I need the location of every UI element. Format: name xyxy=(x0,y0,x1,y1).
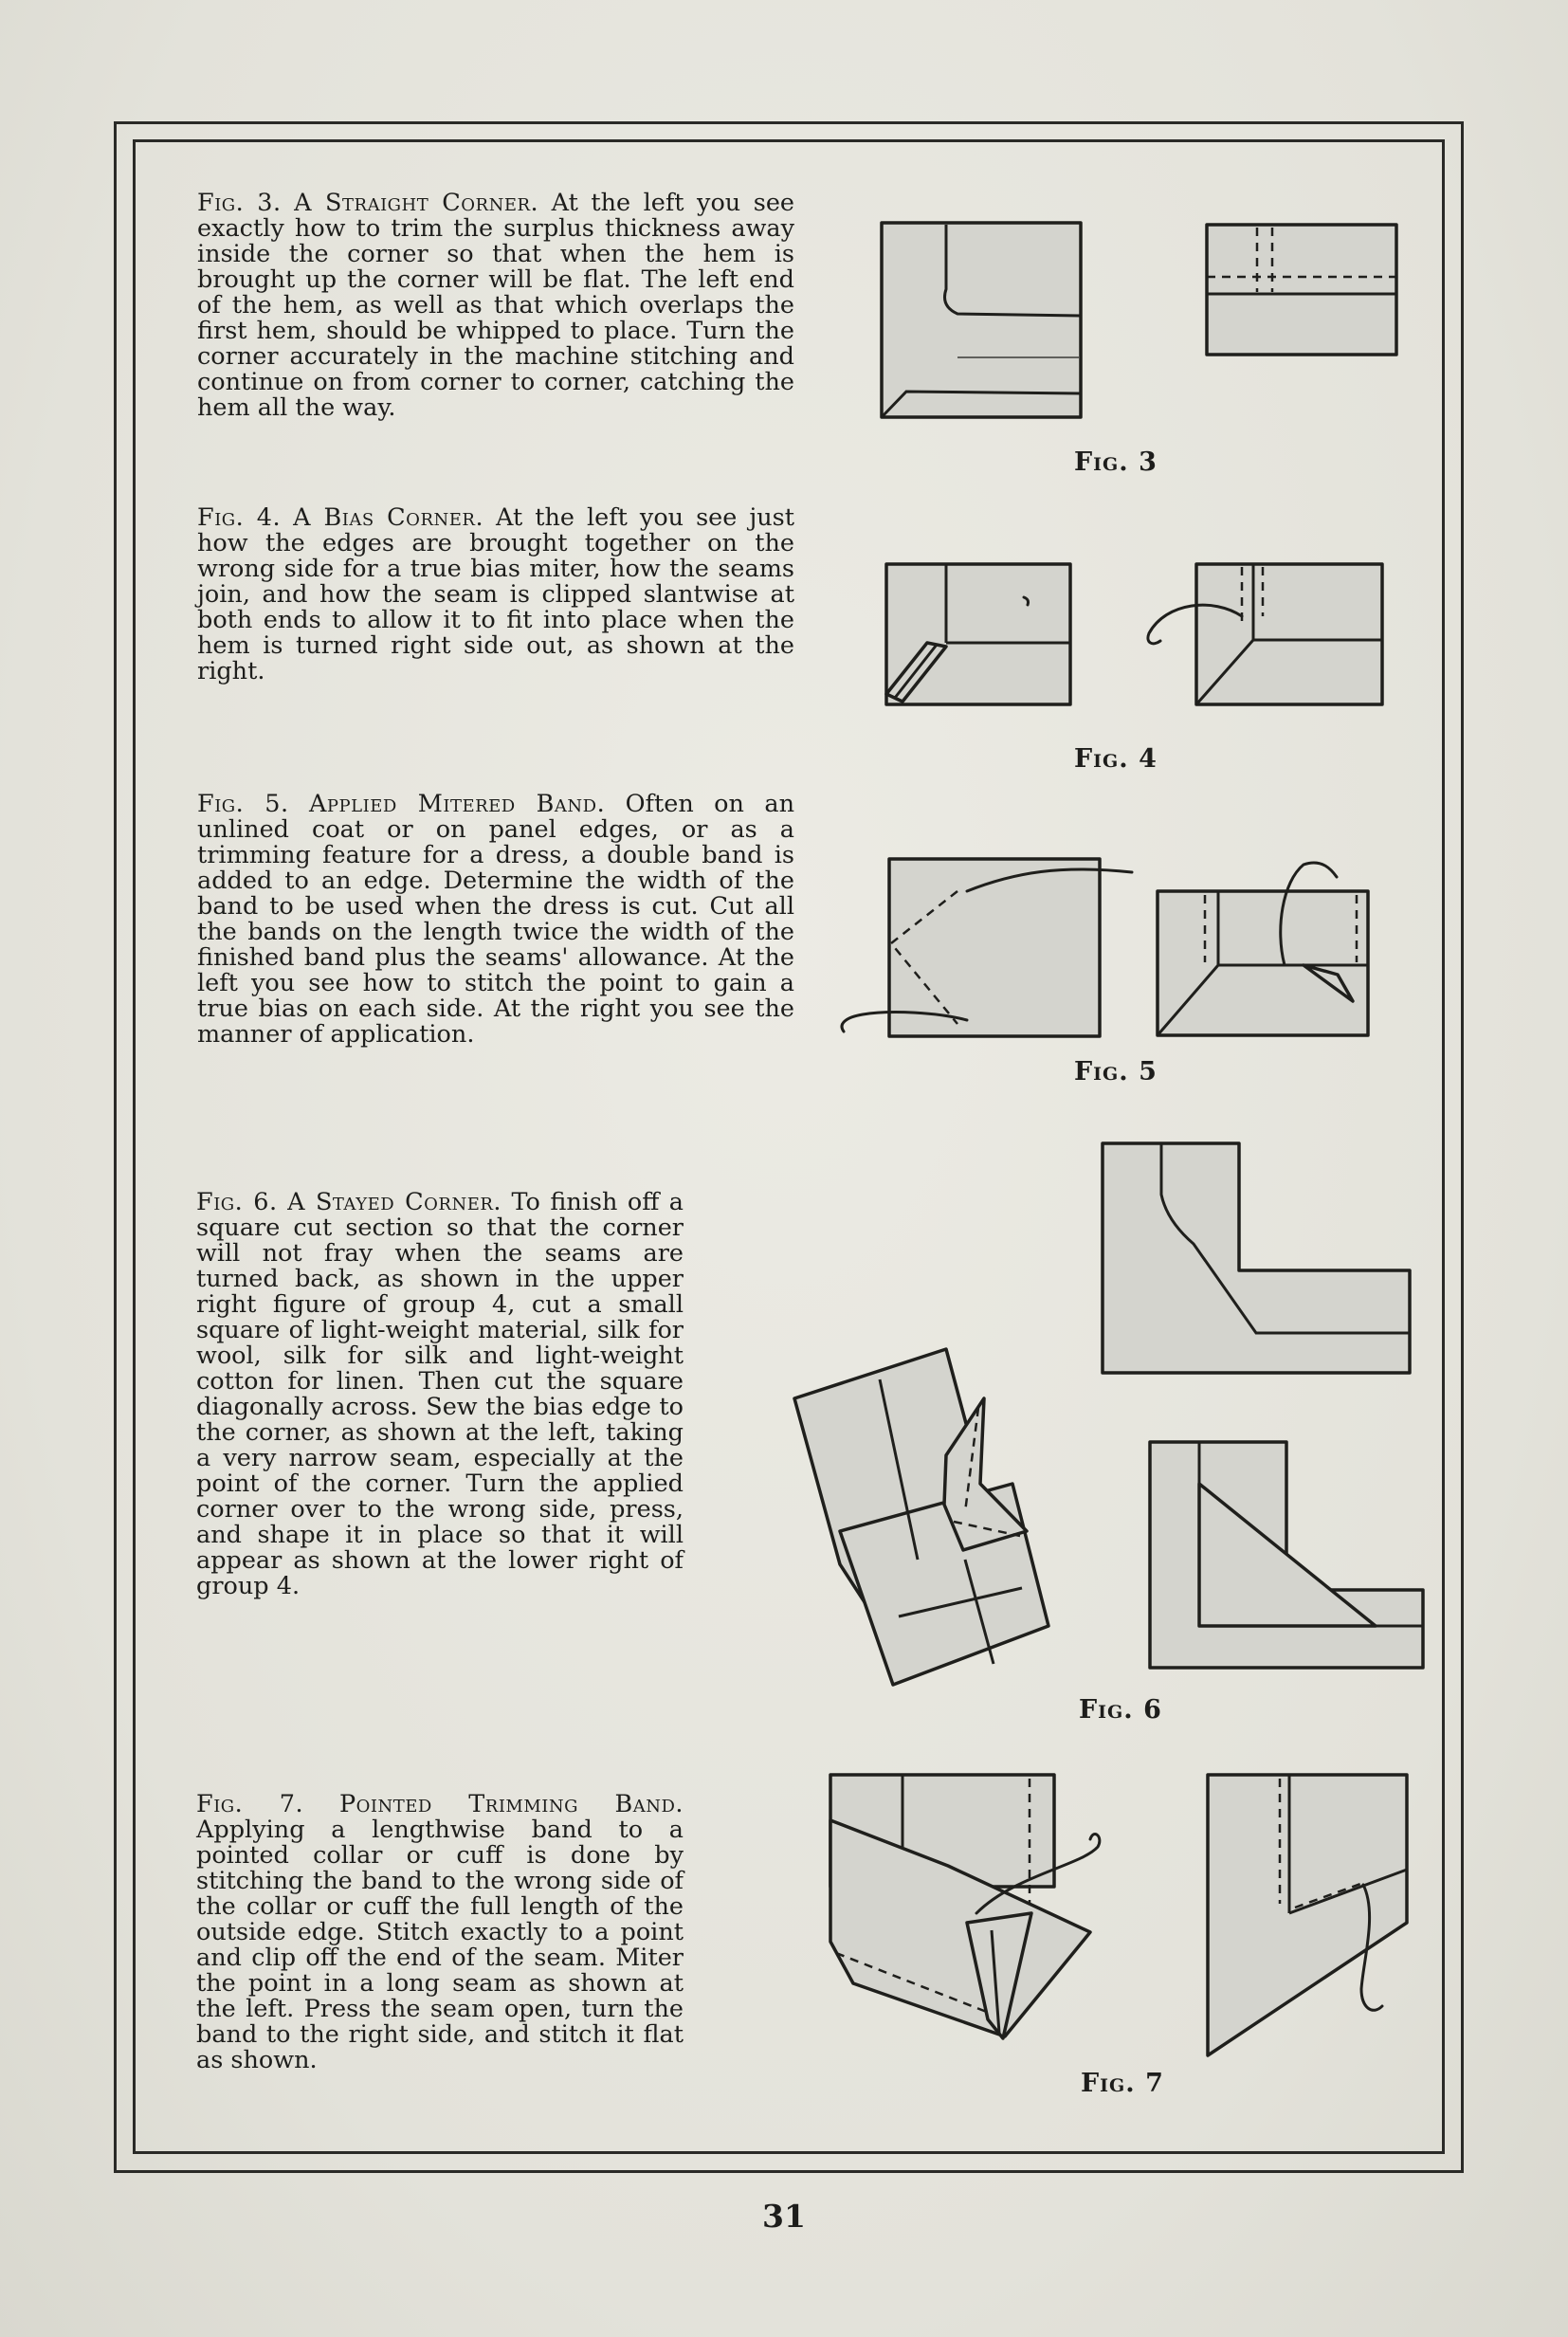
fig-3-title: A Straight Corner. xyxy=(294,189,539,217)
fig-4-paragraph xyxy=(197,505,794,685)
fig-4-text: At the left you see just how the edges are brought together on the wrong side for a true bias miter, how the seams join, and how the seam is clipped slantwise at both ends to allow it to fit into place when the hem is turned right side out, as shown at the right. xyxy=(197,503,794,685)
fig-5-paragraph xyxy=(197,792,794,1048)
fig-6-left-illustration xyxy=(785,1342,1069,1697)
fig-6-caption: Fig. 6 xyxy=(1079,1695,1162,1725)
fig-7-caption: Fig. 7 xyxy=(1081,2069,1164,2098)
fig-6-lower-illustration xyxy=(1142,1436,1431,1673)
fig-4-left-illustration xyxy=(882,559,1076,711)
fig-5-left-illustration xyxy=(825,853,1138,1043)
fig-3-paragraph xyxy=(197,191,794,421)
fig-6-text: To finish off a square cut section so that the corner will not fray when the seams are turned back, as shown in the upper right figure of group 4, cut a small square of light-weight material, silk for wool, silk for silk and light-weight cotton for linen. Then cut the square diagonally across. Sew the bias edge to the corner, as shown at the left, taking a very narrow seam, especially at the point of the corner. Turn the applied corner over to the wrong side, press, and shape it in place so that it will appear as shown at the lower right of group 4. xyxy=(196,1188,684,1600)
fig-6-upper-illustration xyxy=(1095,1138,1422,1379)
fig-7-paragraph xyxy=(196,1792,684,2073)
fig-5-right-illustration xyxy=(1152,853,1379,1043)
fig-7-text: Applying a lengthwise band to a pointed collar or cuff is done by stitching the band to the wrong side of the collar or cuff the full length of the outside edge. Stitch exactly to a point and clip off the end of the seam. Miter the point in a long seam as shown at the left. Press the seam open, turn the band to the right side, and stitch it flat as shown. xyxy=(196,1816,684,2074)
fig-5-title: Applied Mitered Band. xyxy=(309,790,606,818)
fig-3-right-illustration xyxy=(1202,220,1401,362)
page-number: 31 xyxy=(762,2198,806,2235)
fig-6-title: A Stayed Corner. xyxy=(287,1188,501,1216)
fig-4-caption: Fig. 4 xyxy=(1074,744,1158,774)
fig-7-left-illustration xyxy=(825,1771,1100,2055)
fig-4-title: A Bias Corner. xyxy=(293,503,484,532)
fig-7-label: Fig. 7. xyxy=(196,1790,304,1818)
fig-3-text: At the left you see exactly how to trim the surplus thickness away inside the corner so that when the hem is brought up the corner will be flat. The left end of the hem, as well as that which overlaps the first hem, should be whipped to place. Turn the corner accurately in the machine stitching and continue on from corner to corner, catching the hem all the way. xyxy=(197,189,794,422)
fig-3-label: Fig. 3. xyxy=(197,189,282,217)
fig-4-right-illustration xyxy=(1138,559,1389,711)
fig-5-text: Often on an unlined coat or on panel edges, or as a trimming feature for a dress, a double band is added to an edge. Determine the width of the band to be used when the dress is cut. Cut all the bands on the length twice the width of the finished band plus the seams' allowance. At the left you see how to stitch the point to gain a true bias on each side. At the right you see the manner of application. xyxy=(197,790,795,1049)
fig-6-paragraph xyxy=(196,1190,684,1599)
fig-7-title: Pointed Trimming Band. xyxy=(338,1790,684,1818)
fig-7-right-illustration xyxy=(1202,1771,1425,2055)
fig-3-caption: Fig. 3 xyxy=(1074,447,1158,477)
fig-5-caption: Fig. 5 xyxy=(1074,1057,1158,1086)
fig-6-label: Fig. 6. xyxy=(196,1188,278,1216)
fig-5-label: Fig. 5. xyxy=(197,790,289,818)
fig-4-label: Fig. 4. xyxy=(197,503,282,532)
